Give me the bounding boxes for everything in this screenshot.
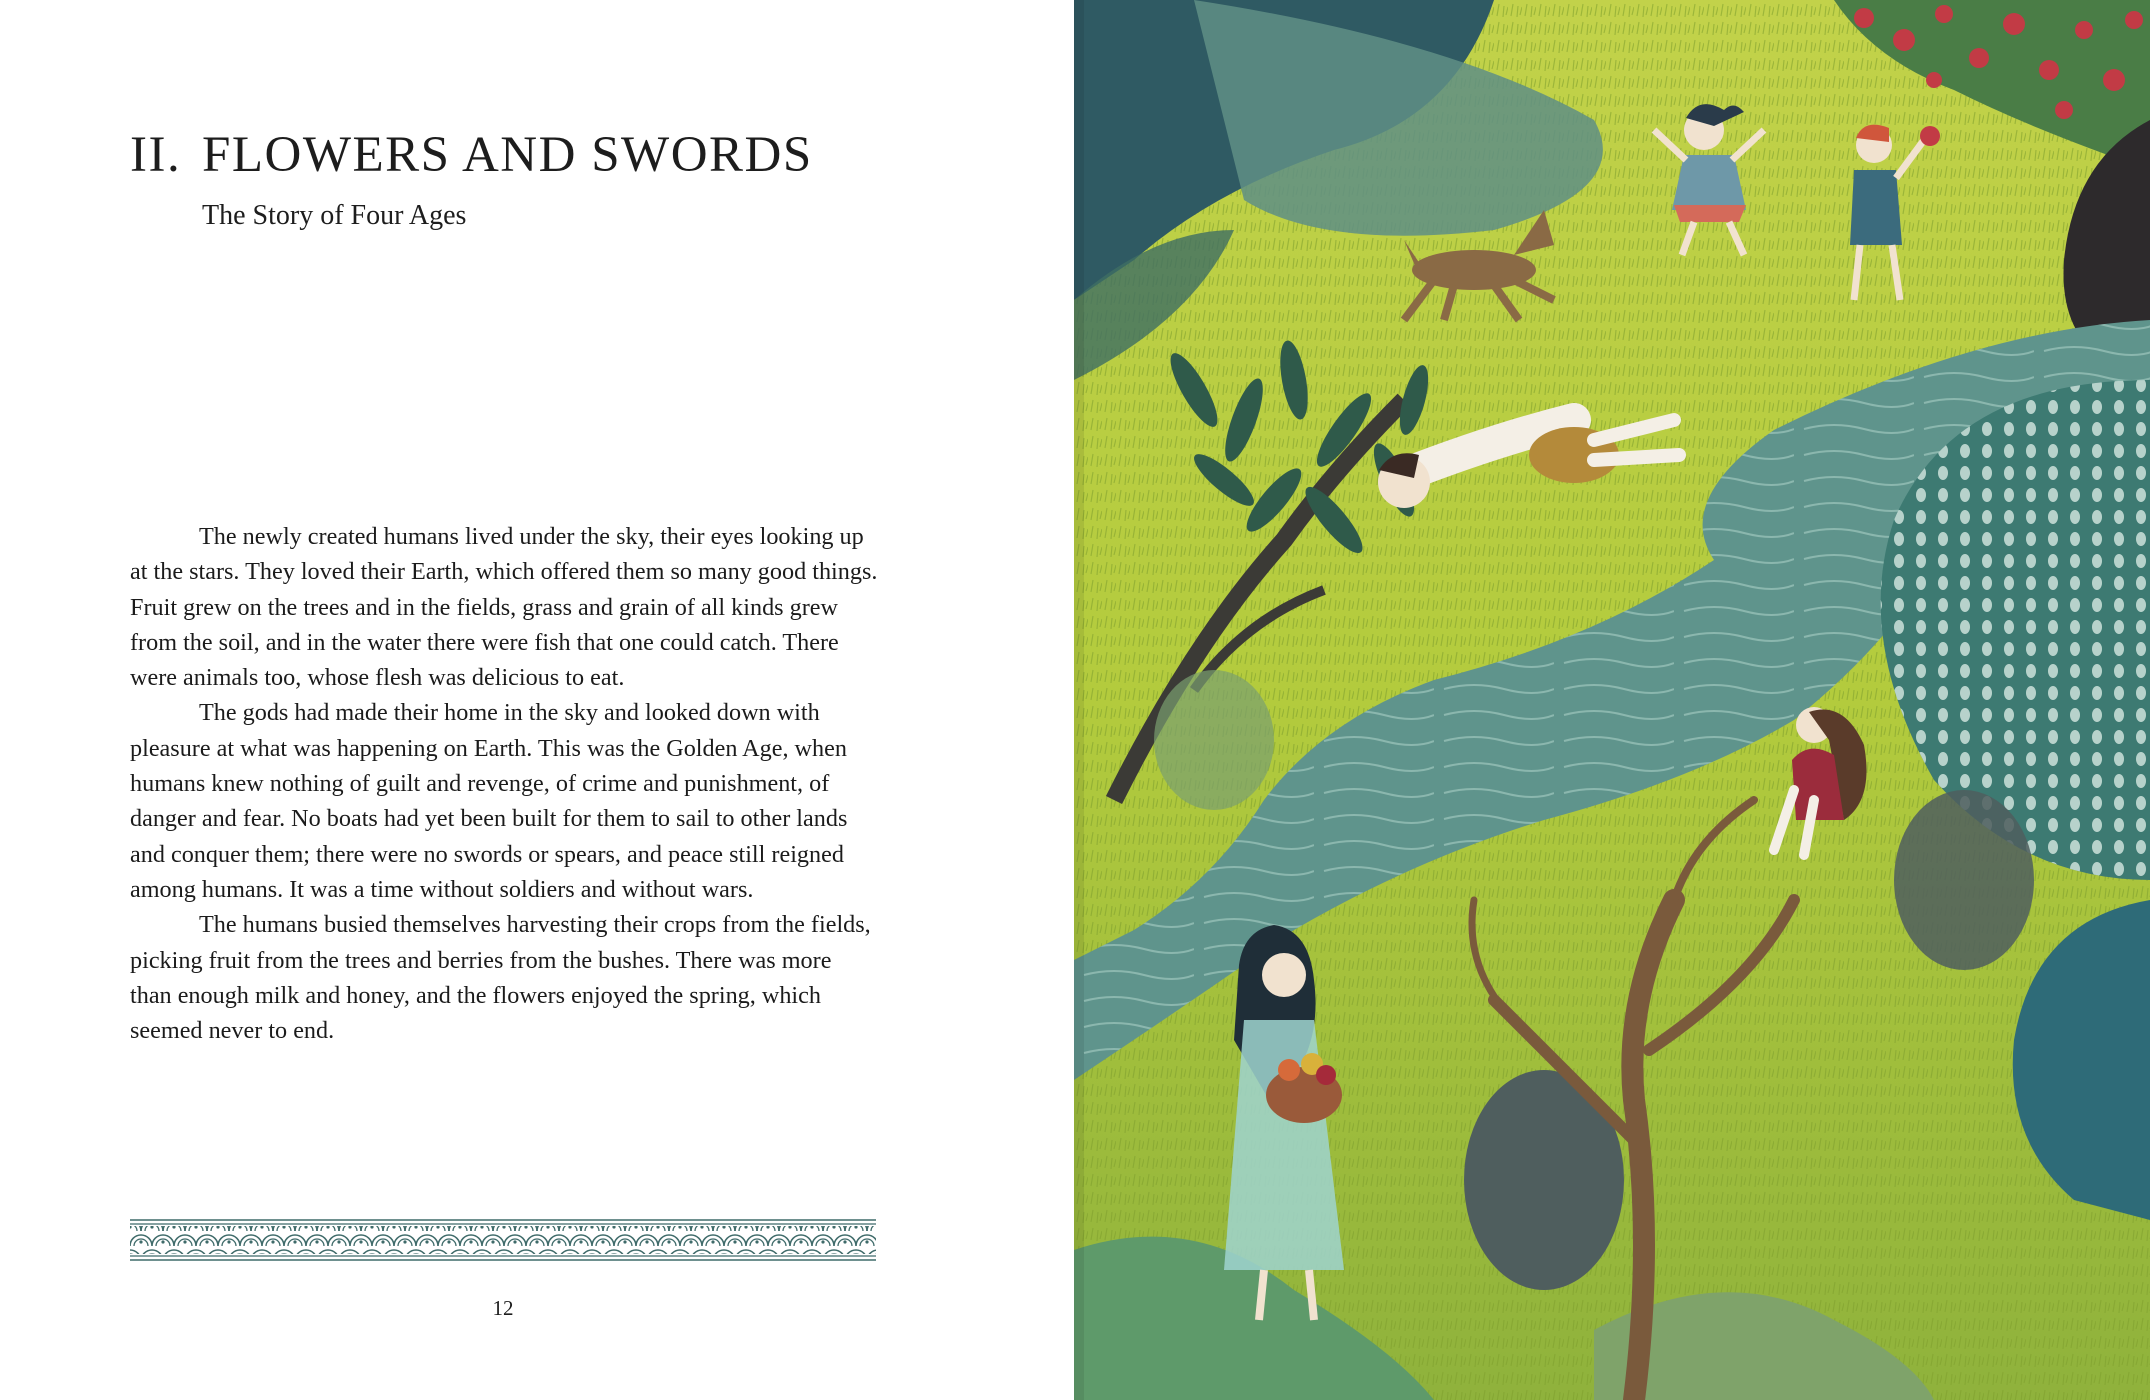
- bush: [1154, 670, 1274, 810]
- chapter-title: FLOWERS AND SWORDS: [202, 127, 813, 183]
- chapter-subtitle: The Story of Four Ages: [202, 200, 467, 231]
- paragraph: The humans busied themselves harvesting their crops from the fields, picking fruit from the trees and berries from the bushes. There was more than enough milk and honey, and the flowers enjoyed the spring, which seemed never to end.: [130, 911, 871, 1045]
- page-number: 12: [492, 1296, 514, 1320]
- meadow-illustration: [1074, 0, 2150, 1400]
- body-text: [130, 519, 878, 1048]
- chapter-number: II.: [130, 127, 182, 183]
- paragraph: The gods had made their home in the sky and looked down with pleasure at what was happening on Earth. This was the Golden Age, when humans knew nothing of guilt and revenge, of crime and punishment, of danger and fear. No boats had yet been built for them to sail to other lands and conquer them; there were no swords or spears, and peace still reigned among humans. It was a time without soldiers and without wars.: [130, 699, 848, 903]
- right-page: [1074, 0, 2150, 1400]
- decorative-border-ornament: [130, 1216, 876, 1264]
- paragraph: The newly created humans lived under the sky, their eyes looking up at the stars. They loved their Earth, which offered them so many good things. Fruit grew on the trees and in the fields, grass and grain of all kinds grew from the soil, and in the water there were fish that one could catch. There were animals too, whose flesh was delicious to eat.: [130, 523, 878, 692]
- left-page: [0, 0, 1074, 1400]
- bush: [1894, 790, 2034, 970]
- chapter-heading: [130, 126, 813, 184]
